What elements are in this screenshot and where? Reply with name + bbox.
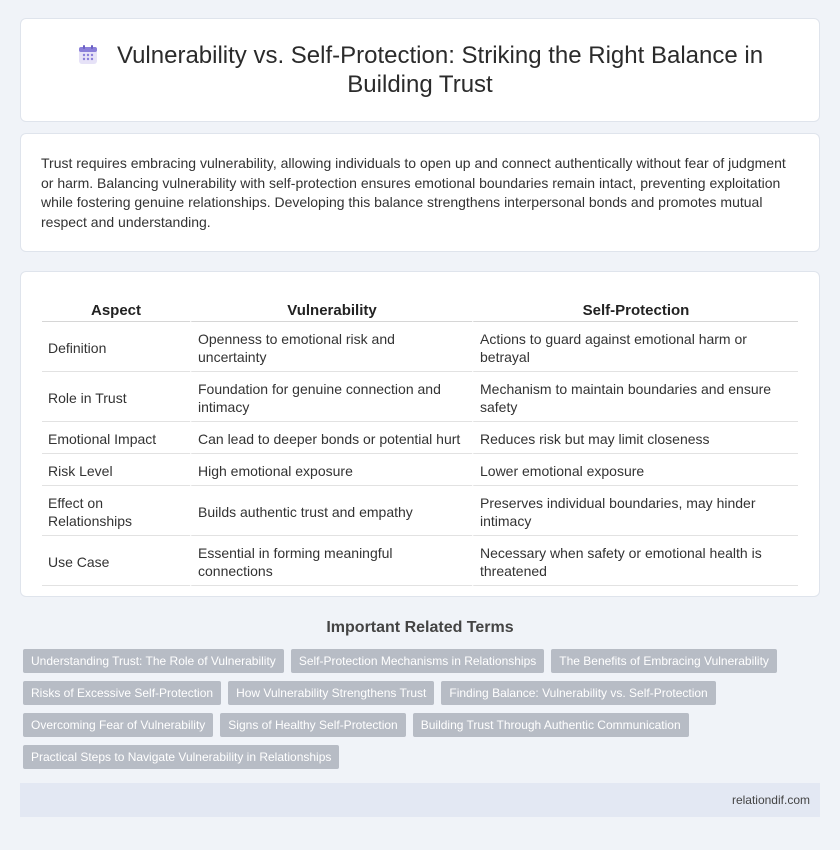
- related-term-tag[interactable]: Understanding Trust: The Role of Vulnerability: [23, 649, 284, 673]
- table-row: [42, 454, 798, 486]
- table-row: [42, 372, 798, 422]
- cell-vulnerability: Can lead to deeper bonds or potential hurt: [190, 422, 472, 454]
- header-card: [20, 18, 820, 122]
- table-row: [42, 322, 798, 372]
- related-term-tag[interactable]: Self-Protection Mechanisms in Relationships: [291, 649, 544, 673]
- cell-vulnerability: Openness to emotional risk and uncertainty: [190, 322, 472, 372]
- cell-self-protection: Reduces risk but may limit closeness: [472, 422, 798, 454]
- related-term-tag[interactable]: How Vulnerability Strengthens Trust: [228, 681, 434, 705]
- page-title-text: Vulnerability vs. Self-Protection: Striking the Right Balance in Building Trust: [116, 42, 764, 98]
- cell-aspect: Emotional Impact: [42, 422, 190, 454]
- footer-site-name: relationdif.com: [731, 793, 810, 807]
- cell-self-protection: Necessary when safety or emotional health is threatened: [472, 536, 798, 586]
- cell-self-protection: Mechanism to maintain boundaries and ensure safety: [472, 372, 798, 422]
- title-wrap: [60, 41, 780, 99]
- page-title: [60, 41, 780, 99]
- cell-aspect: Use Case: [42, 536, 190, 586]
- related-term-tag[interactable]: Practical Steps to Navigate Vulnerability in Relationships: [23, 745, 339, 769]
- related-term-tag[interactable]: Finding Balance: Vulnerability vs. Self-Protection: [441, 681, 715, 705]
- footer: [20, 783, 820, 817]
- table-header-row: [42, 296, 798, 322]
- header-self-protection: Self-Protection: [472, 296, 798, 322]
- header-aspect: Aspect: [42, 296, 190, 322]
- comparison-card: [20, 271, 820, 597]
- table-row: [42, 422, 798, 454]
- comparison-table: [42, 296, 798, 586]
- related-term-tag[interactable]: Overcoming Fear of Vulnerability: [23, 713, 213, 737]
- related-term-tag[interactable]: The Benefits of Embracing Vulnerability: [551, 649, 777, 673]
- cell-aspect: Definition: [42, 322, 190, 372]
- cell-self-protection: Lower emotional exposure: [472, 454, 798, 486]
- related-term-tag[interactable]: Risks of Excessive Self-Protection: [23, 681, 221, 705]
- header-vulnerability: Vulnerability: [190, 296, 472, 322]
- related-terms-title: Important Related Terms: [326, 619, 514, 636]
- cell-aspect: Effect on Relationships: [42, 486, 190, 536]
- cell-vulnerability: Foundation for genuine connection and intimacy: [190, 372, 472, 422]
- related-term-tag[interactable]: Building Trust Through Authentic Communication: [413, 713, 689, 737]
- cell-vulnerability: High emotional exposure: [190, 454, 472, 486]
- table-row: [42, 536, 798, 586]
- cell-self-protection: Actions to guard against emotional harm or betrayal: [472, 322, 798, 372]
- intro-card: [20, 133, 820, 252]
- intro-text: Trust requires embracing vulnerability, allowing individuals to open up and connect authentically without fear of judgment or harm. Balancing vulnerability with self-protection ensures emotional boundaries remain intact, preventing exploitation while fostering genuine relationships. Developing this balance strengthens interpersonal bonds and promotes mutual respect and understanding.: [41, 155, 786, 230]
- table-row: [42, 486, 798, 536]
- related-terms-list: [23, 649, 820, 777]
- calendar-icon: [77, 44, 99, 66]
- related-term-tag[interactable]: Signs of Healthy Self-Protection: [220, 713, 405, 737]
- cell-aspect: Role in Trust: [42, 372, 190, 422]
- cell-vulnerability: Essential in forming meaningful connections: [190, 536, 472, 586]
- cell-self-protection: Preserves individual boundaries, may hinder intimacy: [472, 486, 798, 536]
- cell-aspect: Risk Level: [42, 454, 190, 486]
- cell-vulnerability: Builds authentic trust and empathy: [190, 486, 472, 536]
